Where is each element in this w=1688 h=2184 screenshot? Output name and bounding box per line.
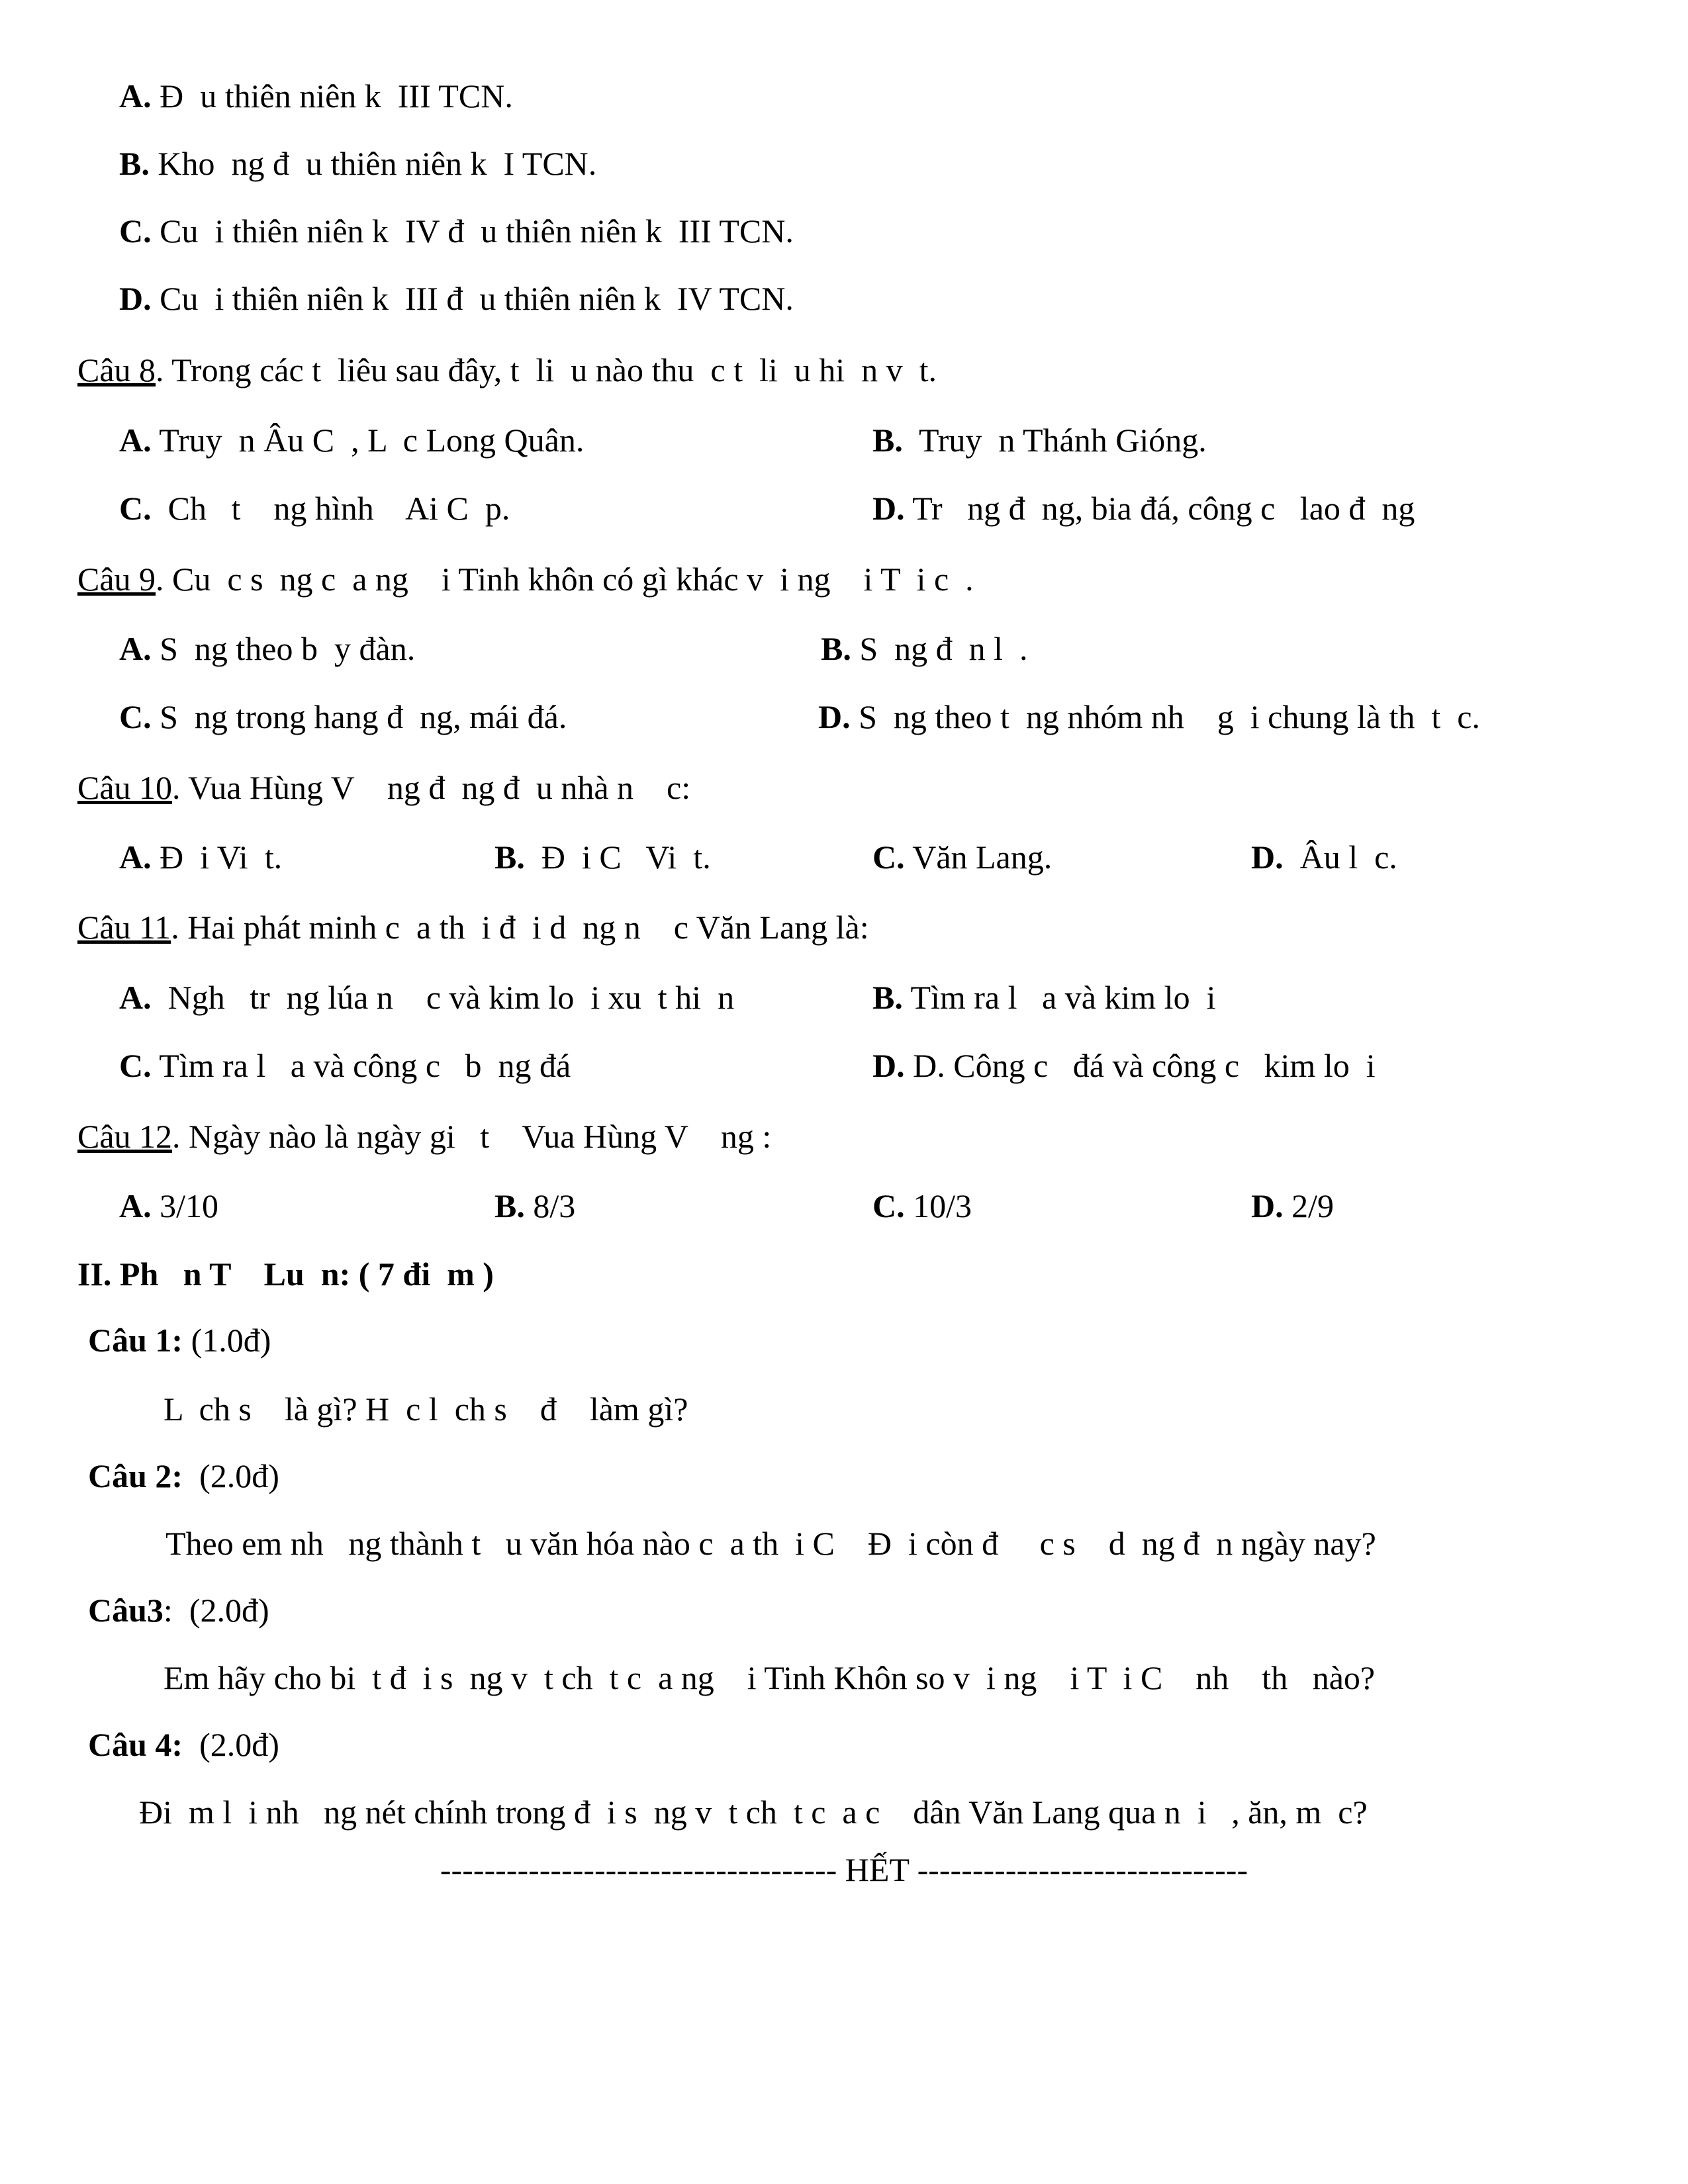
- q12-option-c: C. 10/3: [872, 1187, 972, 1224]
- q8-option-d: D. Tr ng đ ng, bia đá, công c lao đ ng: [872, 490, 1415, 527]
- q11-option-c: C. Tìm ra l a và công c b ng đá: [119, 1047, 571, 1084]
- essay-q1-text: L ch s là gì? H c l ch s đ làm gì?: [164, 1390, 688, 1428]
- essay-q2-text: Theo em nh ng thành t u văn hóa nào c a th i C Đ i còn đ c s d ng đ n ngày nay?: [165, 1525, 1376, 1562]
- q10-option-a: A. Đ i Vi t.: [119, 839, 283, 876]
- q7-option-c: C. Cu i thiên niên k IV đ u thiên niên k III TCN.: [119, 212, 794, 250]
- q7-option-d: D. Cu i thiên niên k III đ u thiên niên k IV TCN.: [119, 280, 794, 317]
- q12-option-a: A. 3/10: [119, 1187, 219, 1224]
- q11-option-d: D. D. Công c đá và công c kim lo i: [872, 1047, 1376, 1084]
- q8-option-b: B. Truy n Thánh Gióng.: [872, 422, 1207, 459]
- essay-q1-label: Câu 1: (1.0đ): [88, 1322, 271, 1359]
- q10-option-c: C. Văn Lang.: [872, 839, 1053, 876]
- q8-question: Câu 8. Trong các t liêu sau đây, t li u nào thu c t li u hi n v t.: [77, 351, 937, 388]
- q10-option-d: D. Âu l c.: [1251, 839, 1397, 876]
- end-marker: ------------------------------------ HẾT ------------------------------: [440, 1851, 1248, 1888]
- q10-option-b: B. Đ i C Vi t.: [494, 839, 711, 876]
- q11-option-a: A. Ngh tr ng lúa n c và kim lo i xu t hi n: [119, 979, 735, 1016]
- q9-option-a: A. S ng theo b y đàn.: [119, 630, 416, 667]
- q9-question: Câu 9. Cu c s ng c a ng i Tinh khôn có gì khác v i ng i T i c .: [77, 561, 974, 598]
- essay-q3-text: Em hãy cho bi t đ i s ng v t ch t c a ng i Tinh Khôn so v i ng i T i C nh th nào?: [164, 1659, 1376, 1696]
- essay-q4-text: Đi m l i nh ng nét chính trong đ i s ng v t ch t c a c dân Văn Lang qua n i , ăn, m c?: [139, 1794, 1368, 1831]
- q9-option-b: B. S ng đ n l .: [821, 630, 1028, 667]
- q9-option-d: D. S ng theo t ng nhóm nh g i chung là th t c.: [818, 698, 1480, 735]
- essay-q4-label: Câu 4: (2.0đ): [88, 1726, 279, 1763]
- part2-heading: II. Ph n T Lu n: ( 7 đi m ): [77, 1255, 494, 1293]
- q12-question: Câu 12. Ngày nào là ngày gi t Vua Hùng V ng :: [77, 1118, 772, 1155]
- q10-question: Câu 10. Vua Hùng V ng đ ng đ u nhà n c:: [77, 769, 691, 806]
- q9-option-c: C. S ng trong hang đ ng, mái đá.: [119, 698, 567, 735]
- q12-option-d: D. 2/9: [1251, 1187, 1335, 1224]
- q12-option-b: B. 8/3: [494, 1187, 576, 1224]
- essay-q2-label: Câu 2: (2.0đ): [88, 1457, 279, 1494]
- q8-option-a: A. Truy n Âu C , L c Long Quân.: [119, 422, 585, 459]
- q7-option-a: A. Đ u thiên niên k III TCN.: [119, 77, 513, 114]
- q11-option-b: B. Tìm ra l a và kim lo i: [872, 979, 1216, 1016]
- q8-option-c: C. Ch t ng hình Ai C p.: [119, 490, 510, 527]
- q11-question: Câu 11. Hai phát minh c a th i đ i d ng n c Văn Lang là:: [77, 909, 869, 946]
- q7-option-b: B. Kho ng đ u thiên niên k I TCN.: [119, 145, 597, 182]
- essay-q3-label: Câu3: (2.0đ): [88, 1592, 269, 1629]
